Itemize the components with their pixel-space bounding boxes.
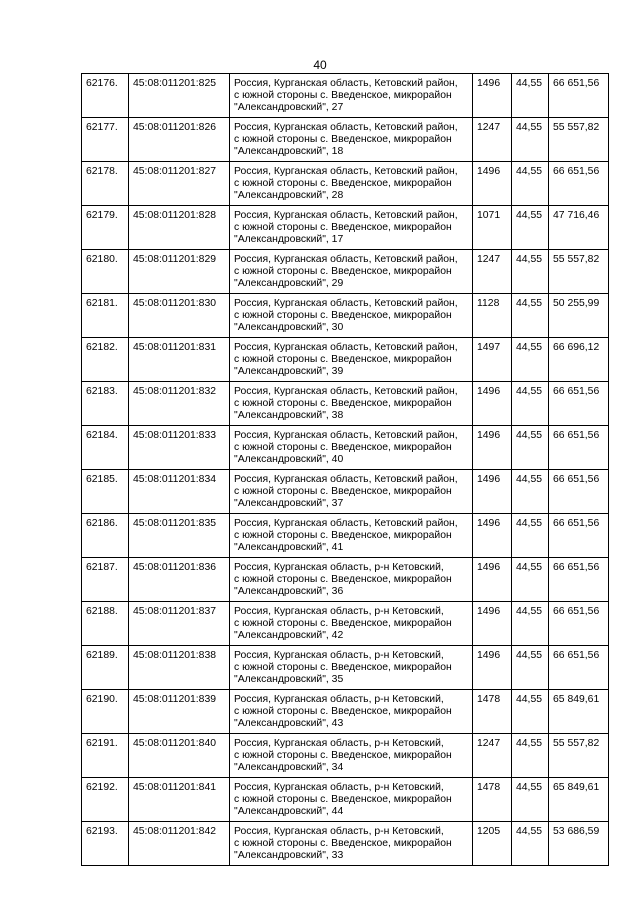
land-registry-table [81, 73, 609, 866]
address-line: с южной стороны с. Введенское, микрорайон [234, 310, 452, 321]
address-line: "Александровский", 44 [234, 806, 344, 817]
address-line: Россия, Курганская область, р-н Кетовский, [234, 650, 444, 661]
cadastral-number-cell: 45:08:011201:839 [129, 690, 230, 734]
address-cell [230, 118, 473, 162]
area-cell: 1496 [473, 74, 512, 118]
address-line: с южной стороны с. Введенское, микрорайон [234, 618, 452, 629]
rate-cell: 44,55 [512, 250, 549, 294]
area-cell: 1496 [473, 646, 512, 690]
area-cell: 1496 [473, 602, 512, 646]
cadastral-value-cell: 66 651,56 [549, 514, 609, 558]
cadastral-number-cell: 45:08:011201:831 [129, 338, 230, 382]
area-cell: 1205 [473, 822, 512, 866]
address-line: "Александровский", 27 [234, 102, 344, 113]
address-line: с южной стороны с. Введенское, микрорайон [234, 178, 452, 189]
address-line: Россия, Курганская область, р-н Кетовский, [234, 694, 444, 705]
rate-cell: 44,55 [512, 426, 549, 470]
address-line: с южной стороны с. Введенское, микрорайон [234, 90, 452, 101]
cadastral-value-cell: 66 651,56 [549, 382, 609, 426]
area-cell: 1497 [473, 338, 512, 382]
address-line: с южной стороны с. Введенское, микрорайон [234, 134, 452, 145]
cadastral-number-cell: 45:08:011201:828 [129, 206, 230, 250]
area-cell: 1496 [473, 426, 512, 470]
cadastral-number-cell: 45:08:011201:835 [129, 514, 230, 558]
cadastral-number-cell: 45:08:011201:838 [129, 646, 230, 690]
area-cell: 1496 [473, 162, 512, 206]
record-number-cell: 62193. [82, 822, 129, 866]
rate-cell: 44,55 [512, 734, 549, 778]
table-row [82, 646, 609, 690]
cadastral-value-cell: 66 651,56 [549, 558, 609, 602]
address-line: Россия, Курганская область, Кетовский район, [234, 518, 458, 529]
cadastral-number-cell: 45:08:011201:832 [129, 382, 230, 426]
address-cell [230, 338, 473, 382]
address-line: "Александровский", 18 [234, 146, 344, 157]
table-row [82, 558, 609, 602]
address-line: "Александровский", 43 [234, 718, 344, 729]
rate-cell: 44,55 [512, 294, 549, 338]
page-number: 40 [313, 58, 327, 72]
cadastral-value-cell: 55 557,82 [549, 250, 609, 294]
record-number-cell: 62191. [82, 734, 129, 778]
address-cell [230, 74, 473, 118]
address-cell [230, 426, 473, 470]
address-cell [230, 646, 473, 690]
address-line: "Александровский", 42 [234, 630, 344, 641]
address-line: "Александровский", 17 [234, 234, 344, 245]
cadastral-value-cell: 55 557,82 [549, 118, 609, 162]
address-line: "Александровский", 34 [234, 762, 344, 773]
rate-cell: 44,55 [512, 822, 549, 866]
cadastral-value-cell: 65 849,61 [549, 690, 609, 734]
record-number-cell: 62181. [82, 294, 129, 338]
area-cell: 1478 [473, 690, 512, 734]
table-row [82, 118, 609, 162]
rate-cell: 44,55 [512, 470, 549, 514]
address-line: с южной стороны с. Введенское, микрорайон [234, 838, 452, 849]
cadastral-value-cell: 53 686,59 [549, 822, 609, 866]
address-cell [230, 250, 473, 294]
record-number-cell: 62176. [82, 74, 129, 118]
address-line: с южной стороны с. Введенское, микрорайон [234, 442, 452, 453]
area-cell: 1071 [473, 206, 512, 250]
address-line: с южной стороны с. Введенское, микрорайон [234, 222, 452, 233]
record-number-cell: 62187. [82, 558, 129, 602]
table-row [82, 514, 609, 558]
cadastral-value-cell: 50 255,99 [549, 294, 609, 338]
rate-cell: 44,55 [512, 206, 549, 250]
cadastral-number-cell: 45:08:011201:836 [129, 558, 230, 602]
record-number-cell: 62192. [82, 778, 129, 822]
address-line: Россия, Курганская область, р-н Кетовский, [234, 562, 444, 573]
address-cell [230, 162, 473, 206]
cadastral-value-cell: 66 651,56 [549, 470, 609, 514]
address-line: "Александровский", 35 [234, 674, 344, 685]
rate-cell: 44,55 [512, 162, 549, 206]
cadastral-number-cell: 45:08:011201:841 [129, 778, 230, 822]
rate-cell: 44,55 [512, 382, 549, 426]
cadastral-number-cell: 45:08:011201:840 [129, 734, 230, 778]
address-line: "Александровский", 39 [234, 366, 344, 377]
address-line: Россия, Курганская область, р-н Кетовский, [234, 782, 444, 793]
table-row [82, 338, 609, 382]
table-body [82, 74, 609, 866]
address-cell [230, 470, 473, 514]
cadastral-number-cell: 45:08:011201:826 [129, 118, 230, 162]
address-line: "Александровский", 29 [234, 278, 344, 289]
area-cell: 1478 [473, 778, 512, 822]
record-number-cell: 62188. [82, 602, 129, 646]
address-cell [230, 382, 473, 426]
cadastral-value-cell: 66 651,56 [549, 162, 609, 206]
area-cell: 1247 [473, 250, 512, 294]
table-row [82, 470, 609, 514]
address-line: Россия, Курганская область, Кетовский район, [234, 166, 458, 177]
record-number-cell: 62180. [82, 250, 129, 294]
cadastral-number-cell: 45:08:011201:825 [129, 74, 230, 118]
address-line: Россия, Курганская область, Кетовский район, [234, 254, 458, 265]
address-line: Россия, Курганская область, р-н Кетовский, [234, 606, 444, 617]
rate-cell: 44,55 [512, 646, 549, 690]
address-cell [230, 294, 473, 338]
address-line: Россия, Курганская область, Кетовский район, [234, 298, 458, 309]
address-line: "Александровский", 41 [234, 542, 344, 553]
record-number-cell: 62184. [82, 426, 129, 470]
address-line: с южной стороны с. Введенское, микрорайон [234, 750, 452, 761]
rate-cell: 44,55 [512, 602, 549, 646]
address-line: Россия, Курганская область, Кетовский район, [234, 430, 458, 441]
address-line: Россия, Курганская область, Кетовский район, [234, 386, 458, 397]
rate-cell: 44,55 [512, 690, 549, 734]
address-cell [230, 690, 473, 734]
record-number-cell: 62177. [82, 118, 129, 162]
record-number-cell: 62179. [82, 206, 129, 250]
table-row [82, 734, 609, 778]
cadastral-number-cell: 45:08:011201:829 [129, 250, 230, 294]
address-line: с южной стороны с. Введенское, микрорайон [234, 486, 452, 497]
area-cell: 1247 [473, 734, 512, 778]
address-line: с южной стороны с. Введенское, микрорайон [234, 662, 452, 673]
rate-cell: 44,55 [512, 118, 549, 162]
cadastral-value-cell: 66 651,56 [549, 602, 609, 646]
table-row [82, 206, 609, 250]
address-line: Россия, Курганская область, Кетовский район, [234, 122, 458, 133]
address-line: "Александровский", 36 [234, 586, 344, 597]
table-row [82, 382, 609, 426]
cadastral-value-cell: 66 696,12 [549, 338, 609, 382]
table-row [82, 690, 609, 734]
address-line: с южной стороны с. Введенское, микрорайон [234, 398, 452, 409]
address-line: "Александровский", 40 [234, 454, 344, 465]
cadastral-number-cell: 45:08:011201:833 [129, 426, 230, 470]
cadastral-value-cell: 66 651,56 [549, 74, 609, 118]
rate-cell: 44,55 [512, 74, 549, 118]
address-line: "Александровский", 33 [234, 850, 344, 861]
table-row [82, 162, 609, 206]
address-line: с южной стороны с. Введенское, микрорайон [234, 794, 452, 805]
cadastral-value-cell: 66 651,56 [549, 646, 609, 690]
table-row [82, 294, 609, 338]
address-line: с южной стороны с. Введенское, микрорайон [234, 706, 452, 717]
address-cell [230, 822, 473, 866]
address-cell [230, 778, 473, 822]
cadastral-number-cell: 45:08:011201:830 [129, 294, 230, 338]
area-cell: 1128 [473, 294, 512, 338]
address-line: Россия, Курганская область, Кетовский район, [234, 342, 458, 353]
address-line: с южной стороны с. Введенское, микрорайон [234, 574, 452, 585]
area-cell: 1247 [473, 118, 512, 162]
address-line: Россия, Курганская область, Кетовский район, [234, 474, 458, 485]
address-line: Россия, Курганская область, Кетовский район, [234, 210, 458, 221]
table-row [82, 602, 609, 646]
address-cell [230, 514, 473, 558]
record-number-cell: 62183. [82, 382, 129, 426]
address-line: Россия, Курганская область, р-н Кетовский, [234, 826, 444, 837]
record-number-cell: 62190. [82, 690, 129, 734]
address-cell [230, 558, 473, 602]
address-line: "Александровский", 28 [234, 190, 344, 201]
rate-cell: 44,55 [512, 338, 549, 382]
area-cell: 1496 [473, 514, 512, 558]
address-line: Россия, Курганская область, р-н Кетовский, [234, 738, 444, 749]
table-row [82, 822, 609, 866]
address-cell [230, 734, 473, 778]
rate-cell: 44,55 [512, 778, 549, 822]
cadastral-value-cell: 65 849,61 [549, 778, 609, 822]
address-cell [230, 602, 473, 646]
area-cell: 1496 [473, 382, 512, 426]
area-cell: 1496 [473, 558, 512, 602]
record-number-cell: 62178. [82, 162, 129, 206]
cadastral-value-cell: 47 716,46 [549, 206, 609, 250]
cadastral-number-cell: 45:08:011201:834 [129, 470, 230, 514]
cadastral-number-cell: 45:08:011201:842 [129, 822, 230, 866]
record-number-cell: 62182. [82, 338, 129, 382]
address-line: с южной стороны с. Введенское, микрорайон [234, 354, 452, 365]
record-number-cell: 62185. [82, 470, 129, 514]
area-cell: 1496 [473, 470, 512, 514]
address-cell [230, 206, 473, 250]
address-line: "Александровский", 38 [234, 410, 344, 421]
address-line: с южной стороны с. Введенское, микрорайон [234, 266, 452, 277]
cadastral-value-cell: 66 651,56 [549, 426, 609, 470]
address-line: "Александровский", 30 [234, 322, 344, 333]
address-line: "Александровский", 37 [234, 498, 344, 509]
rate-cell: 44,55 [512, 514, 549, 558]
address-line: с южной стороны с. Введенское, микрорайон [234, 530, 452, 541]
table-row [82, 250, 609, 294]
record-number-cell: 62186. [82, 514, 129, 558]
address-line: Россия, Курганская область, Кетовский район, [234, 78, 458, 89]
table-row [82, 778, 609, 822]
cadastral-value-cell: 55 557,82 [549, 734, 609, 778]
cadastral-number-cell: 45:08:011201:827 [129, 162, 230, 206]
record-number-cell: 62189. [82, 646, 129, 690]
table-row [82, 74, 609, 118]
table-row [82, 426, 609, 470]
rate-cell: 44,55 [512, 558, 549, 602]
cadastral-number-cell: 45:08:011201:837 [129, 602, 230, 646]
